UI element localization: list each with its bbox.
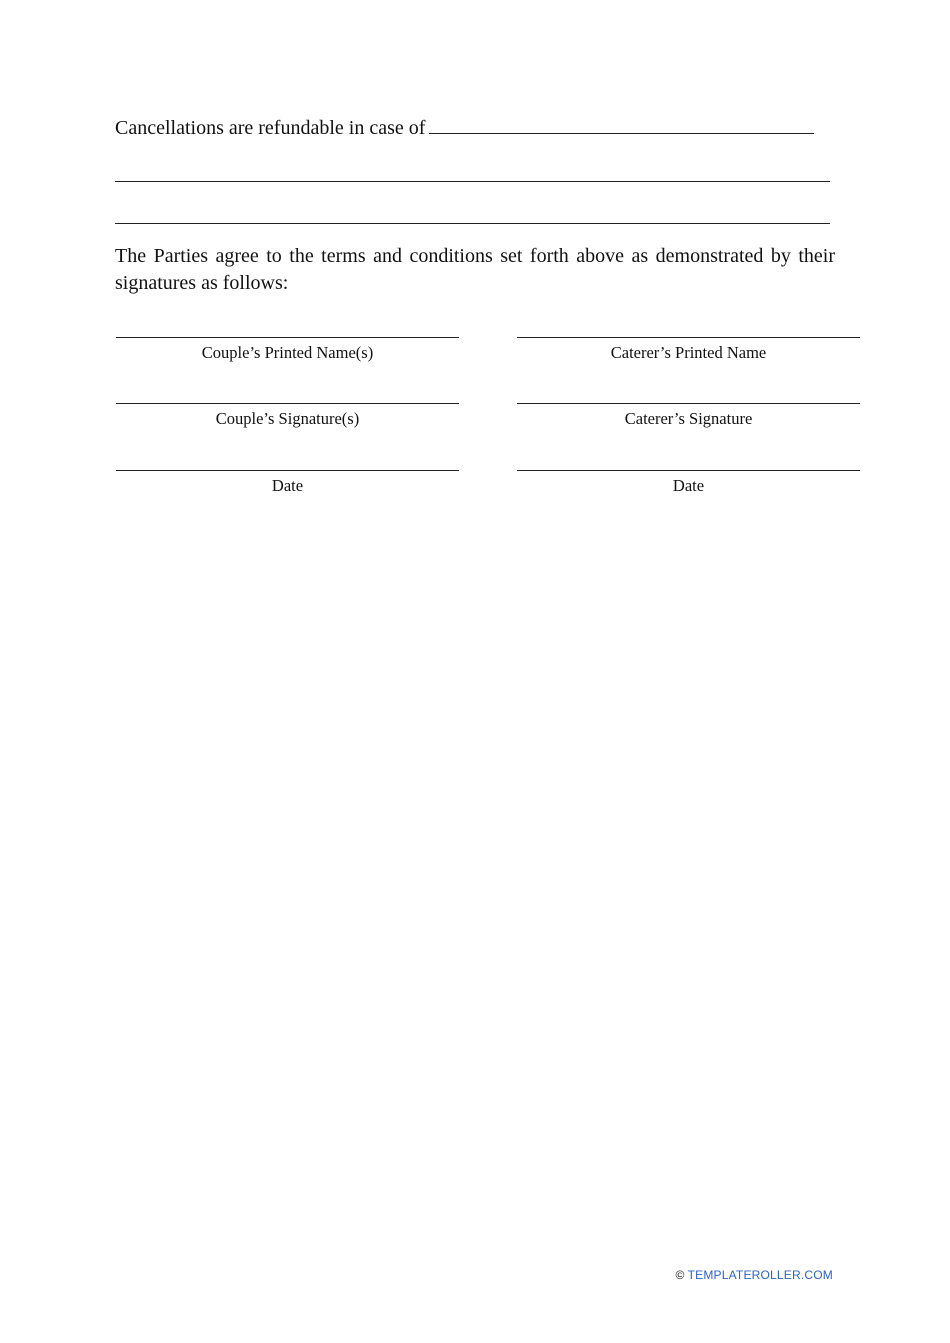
cancellation-clause — [115, 114, 814, 141]
cancellation-blank-field[interactable] — [429, 114, 814, 134]
couple-printed-name-label: Couple’s Printed Name(s) — [201, 343, 374, 362]
blank-line-2[interactable] — [115, 223, 830, 224]
couple-date-line[interactable] — [116, 470, 459, 471]
couple-printed-name-line[interactable] — [116, 337, 459, 338]
caterer-date-label: Date — [672, 476, 705, 495]
copyright-symbol: © — [675, 1268, 685, 1282]
couple-date-block — [116, 470, 459, 496]
couple-date-label: Date — [271, 476, 304, 495]
caterer-signature-line[interactable] — [517, 403, 860, 404]
agreement-paragraph: The Parties agree to the terms and conditions set forth above as demonstrated by their signatures as follows: — [115, 245, 835, 294]
couple-signature-line[interactable] — [116, 403, 459, 404]
caterer-printed-name-block — [517, 337, 860, 363]
couple-printed-name-block — [116, 337, 459, 363]
footer-credit — [676, 1267, 833, 1283]
caterer-date-line[interactable] — [517, 470, 860, 471]
caterer-signature-block — [517, 403, 860, 429]
caterer-printed-name-line[interactable] — [517, 337, 860, 338]
cancellation-text: Cancellations are refundable in case of — [115, 117, 426, 139]
caterer-date-block — [517, 470, 860, 496]
caterer-signature-label: Caterer’s Signature — [624, 409, 753, 428]
footer-site-link[interactable]: TEMPLATEROLLER.COM — [687, 1268, 833, 1282]
couple-signature-label: Couple’s Signature(s) — [215, 409, 360, 428]
caterer-printed-name-label: Caterer’s Printed Name — [610, 343, 767, 362]
couple-signature-block — [116, 403, 459, 429]
blank-line-1[interactable] — [115, 181, 830, 182]
